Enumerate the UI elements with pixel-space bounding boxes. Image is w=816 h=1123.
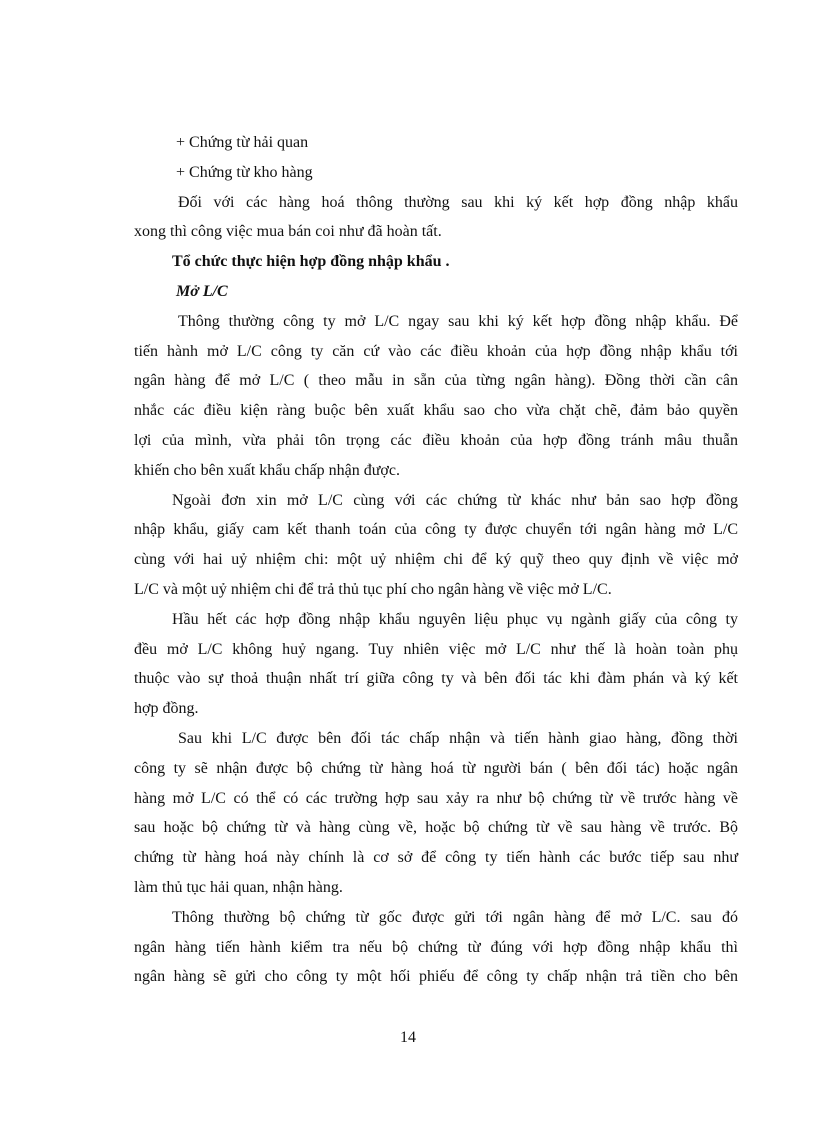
section-heading: Tổ chức thực hiện hợp đồng nhập khẩu . [172, 253, 450, 271]
paragraph-line: công ty sẽ nhận được bộ chứng từ hàng hoá từ người bán ( bên đối tác) hoặc ngân [134, 759, 738, 777]
paragraph-line: lợi của mình, vừa phải tôn trọng các điều khoản của hợp đồng tránh mâu thuẫn [134, 431, 738, 449]
paragraph-line: sau hoặc bộ chứng từ và hàng cùng về, hoặc bộ chứng từ về sau hàng về trước. Bộ [134, 819, 738, 837]
paragraph-line: đều mở L/C không huỷ ngang. Tuy nhiên việc mở L/C như thế là hoàn toàn phụ [134, 640, 738, 658]
paragraph-line: ngân hàng tiến hành kiểm tra nếu bộ chứng từ đúng với hợp đồng nhập khẩu thì [134, 938, 738, 956]
paragraph-line: ngân hàng sẽ gửi cho công ty một hối phiếu để công ty chấp nhận trả tiền cho bên [134, 968, 738, 986]
paragraph-line: Ngoài đơn xin mở L/C cùng với các chứng từ khác như bản sao hợp đồng [172, 491, 738, 509]
paragraph-line: Thông thường công ty mở L/C ngay sau khi ký kết hợp đồng nhập khẩu. Để [178, 312, 738, 330]
paragraph-line: hợp đồng. [134, 700, 199, 718]
paragraph-line: khiến cho bên xuất khẩu chấp nhận được. [134, 461, 400, 479]
paragraph-line: cùng với hai uỷ nhiệm chi: một uỷ nhiệm chi để ký quỹ theo quy định về việc mở [134, 551, 738, 569]
paragraph-line: nhắc các điều kiện ràng buộc bên xuất khẩu sao cho vừa chặt chẽ, đảm bảo quyền [134, 402, 738, 420]
paragraph-line: tiến hành mở L/C công ty căn cứ vào các điều khoản của hợp đồng nhập khẩu tới [134, 342, 738, 360]
paragraph-line: chứng từ hàng hoá này chính là cơ sở để công ty tiến hành các bước tiếp sau như [134, 849, 738, 867]
paragraph-line: L/C và một uỷ nhiệm chi để trả thủ tục phí cho ngân hàng về việc mở L/C. [134, 580, 612, 598]
paragraph-line: thuộc vào sự thoả thuận nhất trí giữa công ty và bên đối tác khi đàm phán và ký kết [134, 670, 738, 688]
paragraph-line: Đối với các hàng hoá thông thường sau khi ký kết hợp đồng nhập khẩu [178, 193, 738, 211]
paragraph-line: Sau khi L/C được bên đối tác chấp nhận và tiến hành giao hàng, đồng thời [178, 729, 738, 747]
paragraph-line: ngân hàng để mở L/C ( theo mẫu in sẵn của từng ngân hàng). Đồng thời cần cân [134, 372, 738, 390]
paragraph-line: xong thì công việc mua bán coi như đã hoàn tất. [134, 223, 442, 241]
paragraph-line: nhập khẩu, giấy cam kết thanh toán của công ty được chuyển tới ngân hàng mở L/C [134, 521, 738, 539]
paragraph-line: hàng mở L/C có thể có các trường hợp sau xảy ra như bộ chứng từ về trước hàng về [134, 789, 738, 807]
bullet-item-customs-docs: + Chứng từ hải quan [176, 134, 309, 151]
bullet-item-warehouse-docs: + Chứng từ kho hàng [176, 163, 313, 181]
body-text [134, 128, 738, 992]
paragraph-line: làm thủ tục hải quan, nhận hàng. [134, 878, 343, 896]
paragraph-line: Thông thường bộ chứng từ gốc được gửi tới ngân hàng để mở L/C. sau đó [172, 908, 738, 926]
page-number: 14 [400, 1029, 416, 1046]
paragraph-line: Hầu hết các hợp đồng nhập khẩu nguyên liệu phục vụ ngành giấy của công ty [172, 610, 738, 628]
subsection-heading: Mở L/C [176, 282, 228, 300]
